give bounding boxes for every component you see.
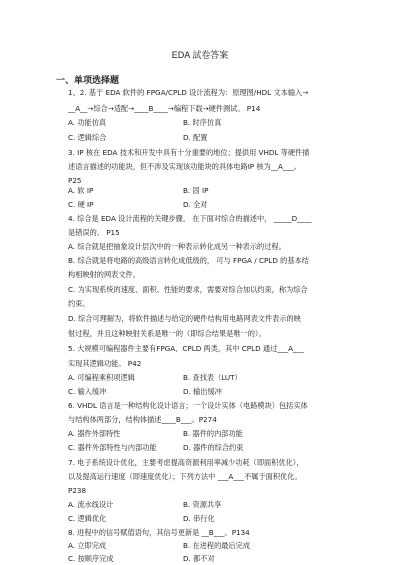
question-3-line-1: 3. IP 核在 EDA 技术和开发中具有十分重要的地位；提供用 VHDL 等硬件描: [68, 148, 310, 157]
question-4-option-b-line-2: 构相映射的网表文件。: [68, 270, 140, 279]
question-6-option-c: C. 器件外部特性与内部功能: [68, 443, 157, 452]
question-6-option-d: D. 器件的综合约束: [183, 443, 244, 452]
question-7-option-b: B. 资源共享: [183, 500, 222, 509]
question-4-option-d-line-2: 射过程，并且这种映射关系是唯一的（即综合结果是唯一的）。: [68, 329, 266, 338]
question-5-option-d: D. 输出缓冲: [183, 387, 222, 396]
question-7-option-a: A. 流水线设计: [68, 500, 114, 509]
question-7-line-2: 以及提高运行速度（即速度优化）；下列方法中 ___A___不属于面积优化。: [68, 472, 302, 481]
question-7-option-d: D. 串行化: [183, 514, 215, 523]
question-5-option-c: C. 输入缓冲: [68, 387, 107, 396]
question-6-option-b: B. 器件的内部功能: [183, 429, 243, 438]
question-5-option-a: A. 可编程乘积项逻辑: [68, 373, 135, 382]
question-8-option-a: A. 立即完成: [68, 541, 107, 550]
question-7-option-c: C. 逻辑优化: [68, 514, 107, 523]
question-4-line-2: 是错误的。 P15: [68, 228, 120, 237]
question-1-option-a: A. 功能仿真: [68, 118, 107, 127]
question-5-line-2: 实现其逻辑功能。 P42: [68, 359, 142, 368]
question-3-line-3: P25: [68, 176, 82, 185]
question-4-option-c-line-2: 约束。: [68, 299, 90, 308]
question-3-option-d: D. 全对: [183, 200, 208, 209]
question-1-option-c: C. 逻辑综合: [68, 133, 107, 142]
question-6-option-a: A. 器件外部特性: [68, 429, 121, 438]
question-8-line-1: 8. 进程中的信号赋值语句，其信号更新是 __B___。P134: [68, 528, 250, 537]
question-3-line-2: 述语言描述的功能块，但不涉及实现该功能块的具体电路IP 核为__A___。: [68, 162, 301, 171]
question-4-option-d-line-1: D. 综合可理解为，将软件描述与给定的硬件结构用电路网表文件表示的映: [68, 314, 301, 323]
question-3-option-c: C. 硬 IP: [68, 200, 94, 209]
question-5-option-b: B. 查找表（LUT）: [183, 373, 242, 382]
question-3-option-a: A. 软 IP: [68, 186, 94, 195]
question-4-option-a: A. 综合就是把抽象设计层次中的一种表示转化成另一种表示的过程。: [68, 242, 286, 251]
question-7-line-1: 7. 电子系统设计优化，主要考虑提高资源利用率减少功耗（即面积优化），: [68, 458, 304, 467]
question-4-option-b-line-1: B. 综合就是将电路的高级语言转化成低级的， 可与 FPGA / CPLD 的基本结: [68, 256, 309, 265]
question-7-line-3: P238: [68, 486, 87, 495]
page-title: EDA 試卷答案: [171, 50, 229, 60]
question-1-option-d: D. 配置: [183, 133, 208, 142]
question-1-option-b: B. 时序仿真: [183, 118, 222, 127]
question-1-line-1: 1、2. 基于 EDA 软件的 FPGA/CPLD 设计流程为：原理图/HDL 文本输入→: [68, 88, 309, 97]
question-3-option-b: B. 固 IP: [183, 186, 209, 195]
question-8-option-c: C. 按顺序完成: [68, 554, 114, 563]
question-5-line-1: 5. 大规模可编程器件主要有FPGA、CPLD 两类，其中 CPLD 通过___A___: [68, 344, 304, 353]
question-6-line-2: 与结构体两部分，结构体描述____B___。P274: [68, 415, 217, 424]
question-4-option-c-line-1: C. 为实现系统的速度、面积、性能的要求，需要对综合加以约束，称为综合: [68, 285, 308, 294]
question-8-option-b: B. 在进程的最后完成: [183, 541, 251, 550]
question-1-line-2: __A__→综合→适配→____B____→编程下载→硬件测试。 P14: [68, 104, 261, 113]
question-8-option-d: D. 都不对: [183, 554, 215, 563]
section-heading: 一、单项选择题: [56, 76, 120, 86]
question-4-line-1: 4. 综合是 EDA 设计流程的关键步骤， 在下面对综合的描述中， _____D____: [68, 214, 312, 223]
question-6-line-1: 6. VHDL 语言是一种结构化设计语言；一个设计实体（电路模块）包括实体: [68, 401, 308, 410]
